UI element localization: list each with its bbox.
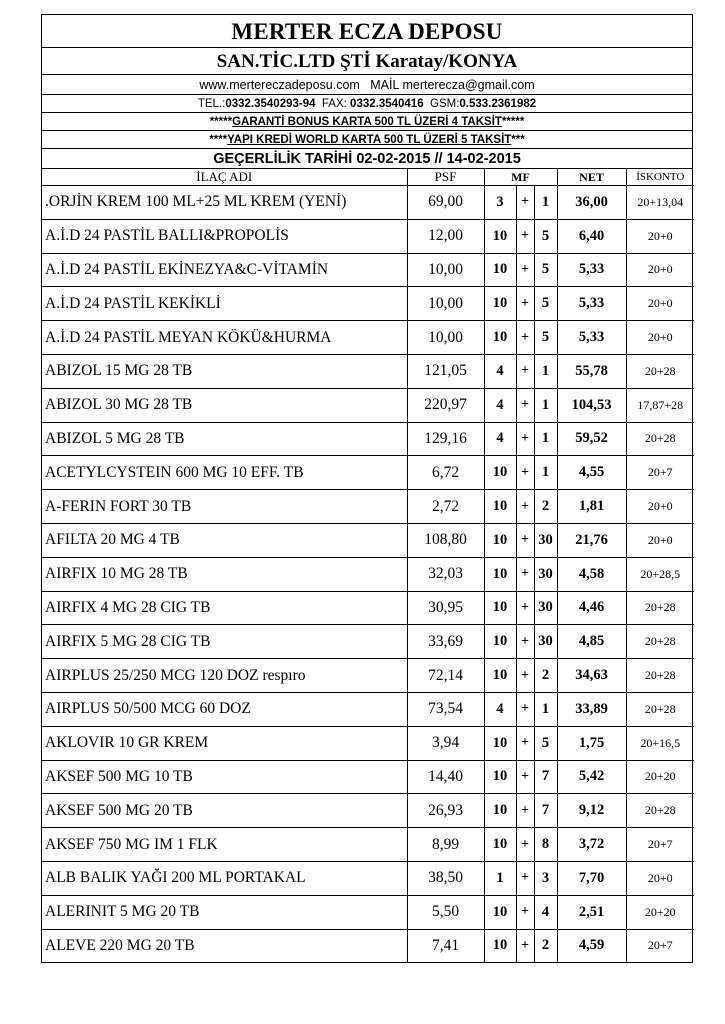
item-discount: 20+28 — [626, 794, 694, 828]
item-discount: 20+0 — [626, 861, 694, 895]
promo1-text: GARANTİ BONUS KARTA 500 TL ÜZERİ 4 TAKSİT — [232, 116, 502, 128]
item-net: 4,59 — [557, 929, 626, 962]
table-row — [42, 591, 694, 625]
item-discount: 20+16,5 — [626, 726, 694, 760]
table-row — [42, 219, 694, 253]
item-mf-free: 4 — [534, 895, 557, 929]
item-discount: 20+28 — [626, 591, 694, 625]
item-discount: 20+20 — [626, 895, 694, 929]
validity-date: GEÇERLİLİK TARİHİ 02-02-2015 // 14-02-2015 — [42, 149, 692, 169]
item-discount: 20+0 — [626, 490, 694, 524]
table-row — [42, 692, 694, 726]
item-net: 3,72 — [557, 828, 626, 862]
item-name: AIRPLUS 50/500 MCG 60 DOZ — [42, 692, 407, 726]
item-name: AIRFIX 4 MG 28 CIG TB — [42, 591, 407, 625]
item-psf: 30,95 — [407, 591, 484, 625]
table-row — [42, 794, 694, 828]
table-row — [42, 422, 694, 456]
item-mf-buy: 10 — [484, 321, 516, 355]
item-mf-free: 30 — [534, 591, 557, 625]
item-name: AKSEF 500 MG 20 TB — [42, 794, 407, 828]
item-psf: 7,41 — [407, 929, 484, 962]
item-mf-plus: + — [516, 523, 534, 557]
item-net: 9,12 — [557, 794, 626, 828]
item-psf: 33,69 — [407, 625, 484, 659]
item-mf-plus: + — [516, 422, 534, 456]
item-psf: 121,05 — [407, 354, 484, 388]
item-name: AKSEF 750 MG IM 1 FLK — [42, 828, 407, 862]
price-table — [42, 169, 694, 962]
item-mf-buy: 4 — [484, 422, 516, 456]
item-mf-free: 2 — [534, 659, 557, 693]
item-net: 7,70 — [557, 861, 626, 895]
item-discount: 20+7 — [626, 929, 694, 962]
item-name: A.İ.D 24 PASTİL EKİNEZYA&C-VİTAMİN — [42, 253, 407, 287]
table-row — [42, 186, 694, 220]
item-name: ABIZOL 15 MG 28 TB — [42, 354, 407, 388]
tel-value: 0332.3540293-94 — [225, 98, 316, 110]
item-mf-plus: + — [516, 659, 534, 693]
email-link[interactable]: mertereczа@gmail.com — [402, 78, 535, 92]
item-mf-buy: 3 — [484, 186, 516, 220]
item-mf-plus: + — [516, 828, 534, 862]
item-mf-buy: 1 — [484, 861, 516, 895]
item-name: A.İ.D 24 PASTİL KEKİKLİ — [42, 287, 407, 321]
promo2-stars-left: **** — [209, 134, 228, 146]
item-discount: 20+0 — [626, 287, 694, 321]
item-name: AFILTA 20 MG 4 TB — [42, 523, 407, 557]
item-mf-buy: 10 — [484, 287, 516, 321]
item-mf-buy: 10 — [484, 760, 516, 794]
item-name: AIRFIX 10 MG 28 TB — [42, 557, 407, 591]
item-psf: 38,50 — [407, 861, 484, 895]
item-mf-free: 1 — [534, 456, 557, 490]
table-row — [42, 760, 694, 794]
item-name: ALEVE 220 MG 20 TB — [42, 929, 407, 962]
item-mf-plus: + — [516, 354, 534, 388]
item-mf-free: 5 — [534, 219, 557, 253]
item-discount: 20+28 — [626, 625, 694, 659]
item-psf: 6,72 — [407, 456, 484, 490]
table-row — [42, 929, 694, 962]
item-name: AIRPLUS 25/250 MCG 120 DOZ respıro — [42, 659, 407, 693]
item-discount: 20+28 — [626, 354, 694, 388]
item-mf-free: 5 — [534, 726, 557, 760]
item-net: 104,53 — [557, 388, 626, 422]
item-net: 55,78 — [557, 354, 626, 388]
item-mf-plus: + — [516, 557, 534, 591]
company-subtitle: SAN.TİC.LTD ŞTİ Karatay/KONYA — [42, 48, 692, 75]
item-name: A.İ.D 24 PASTİL MEYAN KÖKÜ&HURMA — [42, 321, 407, 355]
item-name: AIRFIX 5 MG 28 CIG TB — [42, 625, 407, 659]
promo1-stars-left: ***** — [209, 116, 233, 128]
promo-yapikredi — [42, 131, 692, 149]
item-psf: 8,99 — [407, 828, 484, 862]
col-mf-header: MF — [484, 169, 557, 186]
contact-web-mail — [42, 75, 692, 95]
item-net: 5,42 — [557, 760, 626, 794]
promo1-stars-right: ***** — [501, 116, 525, 128]
item-mf-buy: 10 — [484, 456, 516, 490]
item-mf-free: 30 — [534, 523, 557, 557]
item-name: ACETYLCYSTEIN 600 MG 10 EFF. TB — [42, 456, 407, 490]
item-mf-buy: 10 — [484, 557, 516, 591]
col-discount-header: İSKONTO — [626, 169, 694, 186]
item-mf-plus: + — [516, 287, 534, 321]
table-row — [42, 861, 694, 895]
fax-label: FAX: — [321, 98, 347, 110]
item-net: 4,46 — [557, 591, 626, 625]
item-net: 1,75 — [557, 726, 626, 760]
item-mf-buy: 10 — [484, 929, 516, 962]
item-discount: 20+7 — [626, 456, 694, 490]
table-row — [42, 253, 694, 287]
item-net: 4,85 — [557, 625, 626, 659]
table-row — [42, 456, 694, 490]
item-name: .ORJİN KREM 100 ML+25 ML KREM (YENİ) — [42, 186, 407, 220]
promo2-stars-right: *** — [511, 134, 525, 146]
item-mf-buy: 10 — [484, 659, 516, 693]
item-mf-buy: 4 — [484, 354, 516, 388]
item-mf-free: 1 — [534, 422, 557, 456]
item-psf: 72,14 — [407, 659, 484, 693]
item-mf-plus: + — [516, 219, 534, 253]
table-row — [42, 828, 694, 862]
item-psf: 69,00 — [407, 186, 484, 220]
item-mf-free: 8 — [534, 828, 557, 862]
item-name: ALB BALIK YAĞI 200 ML PORTAKAL — [42, 861, 407, 895]
table-row — [42, 895, 694, 929]
item-mf-plus: + — [516, 321, 534, 355]
item-mf-free: 1 — [534, 388, 557, 422]
item-name: A.İ.D 24 PASTİL BALLI&PROPOLİS — [42, 219, 407, 253]
fax-value: 0332.3540416 — [350, 98, 424, 110]
item-mf-free: 2 — [534, 490, 557, 524]
item-mf-buy: 4 — [484, 692, 516, 726]
item-mf-plus: + — [516, 625, 534, 659]
col-net-header: NET — [557, 169, 626, 186]
item-mf-free: 1 — [534, 354, 557, 388]
item-mf-plus: + — [516, 186, 534, 220]
item-mf-plus: + — [516, 895, 534, 929]
item-psf: 12,00 — [407, 219, 484, 253]
col-psf-header: PSF — [407, 169, 484, 186]
item-net: 2,51 — [557, 895, 626, 929]
table-row — [42, 354, 694, 388]
item-mf-free: 1 — [534, 186, 557, 220]
promo-garanti — [42, 113, 692, 131]
item-discount: 20+0 — [626, 523, 694, 557]
item-mf-plus: + — [516, 692, 534, 726]
item-mf-plus: + — [516, 490, 534, 524]
item-mf-free: 7 — [534, 794, 557, 828]
table-row — [42, 726, 694, 760]
table-row — [42, 287, 694, 321]
item-net: 6,40 — [557, 219, 626, 253]
table-row — [42, 490, 694, 524]
item-psf: 108,80 — [407, 523, 484, 557]
item-mf-buy: 10 — [484, 794, 516, 828]
item-name: A-FERIN FORT 30 TB — [42, 490, 407, 524]
item-discount: 17,87+28 — [626, 388, 694, 422]
item-discount: 20+28 — [626, 659, 694, 693]
item-mf-buy: 10 — [484, 895, 516, 929]
website-link[interactable]: www.mertereczadeposu.com — [199, 78, 360, 92]
item-discount: 20+7 — [626, 828, 694, 862]
table-row — [42, 523, 694, 557]
mail-label: MAİL — [370, 78, 399, 92]
item-mf-free: 3 — [534, 861, 557, 895]
item-mf-plus: + — [516, 388, 534, 422]
item-net: 5,33 — [557, 321, 626, 355]
item-mf-free: 30 — [534, 557, 557, 591]
item-net: 5,33 — [557, 287, 626, 321]
item-mf-free: 5 — [534, 253, 557, 287]
item-psf: 26,93 — [407, 794, 484, 828]
item-psf: 10,00 — [407, 321, 484, 355]
item-mf-buy: 4 — [484, 388, 516, 422]
item-mf-buy: 10 — [484, 490, 516, 524]
item-name: ABIZOL 30 MG 28 TB — [42, 388, 407, 422]
table-header-row — [42, 169, 694, 186]
item-mf-plus: + — [516, 591, 534, 625]
item-net: 4,58 — [557, 557, 626, 591]
item-psf: 129,16 — [407, 422, 484, 456]
item-discount: 20+0 — [626, 253, 694, 287]
promo2-text: YAPI KREDİ WORLD KARTA 500 TL ÜZERİ 5 TAKSİT — [227, 134, 512, 146]
tel-label: TEL.: — [197, 98, 226, 110]
gsm-value: 0.533.2361982 — [459, 98, 537, 110]
item-psf: 3,94 — [407, 726, 484, 760]
item-net: 5,33 — [557, 253, 626, 287]
item-mf-buy: 10 — [484, 253, 516, 287]
item-mf-plus: + — [516, 794, 534, 828]
item-net: 34,63 — [557, 659, 626, 693]
item-discount: 20+0 — [626, 219, 694, 253]
item-name: ABIZOL 5 MG 28 TB — [42, 422, 407, 456]
table-row — [42, 659, 694, 693]
item-mf-plus: + — [516, 861, 534, 895]
table-row — [42, 321, 694, 355]
item-name: AKSEF 500 MG 10 TB — [42, 760, 407, 794]
item-mf-free: 2 — [534, 929, 557, 962]
item-psf: 2,72 — [407, 490, 484, 524]
item-mf-free: 1 — [534, 692, 557, 726]
item-mf-plus: + — [516, 456, 534, 490]
table-row — [42, 557, 694, 591]
item-discount: 20+20 — [626, 760, 694, 794]
item-psf: 10,00 — [407, 287, 484, 321]
item-mf-free: 30 — [534, 625, 557, 659]
item-discount: 20+28,5 — [626, 557, 694, 591]
item-discount: 20+28 — [626, 422, 694, 456]
item-net: 59,52 — [557, 422, 626, 456]
table-row — [42, 625, 694, 659]
item-mf-free: 5 — [534, 321, 557, 355]
item-mf-buy: 10 — [484, 726, 516, 760]
item-mf-plus: + — [516, 253, 534, 287]
contact-phones — [42, 95, 692, 113]
item-psf: 32,03 — [407, 557, 484, 591]
item-net: 21,76 — [557, 523, 626, 557]
item-net: 36,00 — [557, 186, 626, 220]
table-row — [42, 388, 694, 422]
item-psf: 14,40 — [407, 760, 484, 794]
item-discount: 20+28 — [626, 692, 694, 726]
item-psf: 5,50 — [407, 895, 484, 929]
company-title: MERTER ECZA DEPOSU — [42, 15, 692, 48]
gsm-label: GSM: — [430, 98, 460, 110]
item-mf-buy: 10 — [484, 828, 516, 862]
item-discount: 20+0 — [626, 321, 694, 355]
item-net: 4,55 — [557, 456, 626, 490]
item-mf-plus: + — [516, 929, 534, 962]
item-net: 33,89 — [557, 692, 626, 726]
price-list-sheet — [41, 14, 693, 963]
item-mf-free: 5 — [534, 287, 557, 321]
item-mf-plus: + — [516, 726, 534, 760]
item-discount: 20+13,04 — [626, 186, 694, 220]
col-name-header: İLAÇ ADI — [42, 169, 407, 186]
item-name: AKLOVIR 10 GR KREM — [42, 726, 407, 760]
item-mf-buy: 10 — [484, 591, 516, 625]
item-mf-buy: 10 — [484, 625, 516, 659]
item-mf-buy: 10 — [484, 219, 516, 253]
item-net: 1,81 — [557, 490, 626, 524]
item-mf-buy: 10 — [484, 523, 516, 557]
item-psf: 73,54 — [407, 692, 484, 726]
item-psf: 10,00 — [407, 253, 484, 287]
item-psf: 220,97 — [407, 388, 484, 422]
item-mf-plus: + — [516, 760, 534, 794]
item-name: ALERINIT 5 MG 20 TB — [42, 895, 407, 929]
item-mf-free: 7 — [534, 760, 557, 794]
